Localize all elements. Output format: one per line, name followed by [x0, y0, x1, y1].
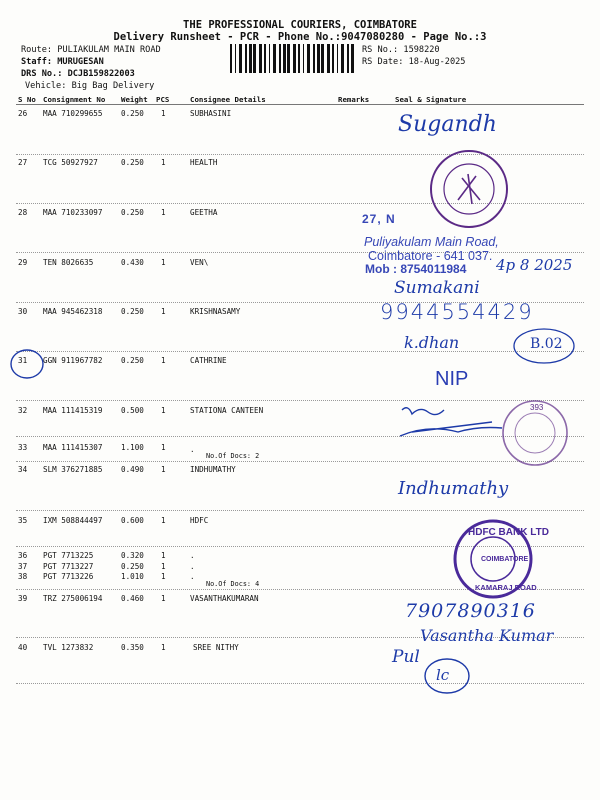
- row-consignment: MAA 710233097: [43, 208, 103, 217]
- row-pcs: 1: [161, 465, 166, 474]
- col-sno: S No: [18, 95, 36, 104]
- row-weight: 0.430: [121, 258, 144, 267]
- scribble-signature-row-32: [398, 402, 508, 442]
- docs-count: No.Of Docs: 2: [206, 452, 260, 460]
- row-weight: 0.250: [121, 307, 144, 316]
- circle-note-row-40: lc: [436, 666, 450, 684]
- row-consignee: SUBHASINI: [190, 109, 232, 118]
- row-consignment: MAA 710299655: [43, 109, 103, 118]
- row-weight: 0.250: [121, 356, 144, 365]
- oval-note-row-31: B.02: [530, 336, 563, 352]
- rs-date: RS Date: 18-Aug-2025: [362, 57, 466, 67]
- shop-stamp-line3: Coimbatore - 641 037.: [368, 249, 493, 263]
- row-pcs: 1: [161, 307, 166, 316]
- row-sno: 33: [18, 443, 28, 452]
- row-weight: 0.250: [121, 158, 144, 167]
- row-consignment: MAA 111415319: [43, 406, 103, 415]
- signature-row-31: k.dhan: [404, 333, 460, 352]
- row-consignee: VEN\: [190, 258, 209, 267]
- health-company-seal: [428, 148, 510, 230]
- shop-stamp-line1: 27, N: [362, 212, 396, 226]
- row-consignee: VASANTHAKUMARAN: [190, 594, 259, 603]
- row-pcs: 1: [161, 443, 166, 452]
- row-consignee: CATHRINE: [190, 356, 227, 365]
- row-sno: 37: [18, 562, 28, 571]
- row-pcs: 1: [161, 643, 166, 652]
- row-weight: 1.100: [121, 443, 144, 452]
- row-sno: 36: [18, 551, 28, 560]
- barcode: [230, 44, 357, 73]
- row-sno: 29: [18, 258, 28, 267]
- row-weight: 1.010: [121, 572, 144, 581]
- row-pcs: 1: [161, 594, 166, 603]
- row-divider: [16, 351, 584, 352]
- row-weight: 0.250: [121, 208, 144, 217]
- col-weight: Weight: [121, 95, 148, 104]
- row-sno: 26: [18, 109, 28, 118]
- col-consignment: Consignment No: [43, 95, 106, 104]
- row-consignee: SREE NITHY: [193, 643, 239, 652]
- row-pcs: 1: [161, 562, 166, 571]
- row-pcs: 1: [161, 356, 166, 365]
- vehicle-label: Vehicle: Big Bag Delivery: [25, 81, 155, 91]
- drs-label: DRS No.: DCJB159822003: [21, 69, 135, 79]
- row-consignee: .: [190, 562, 195, 571]
- phone-row-39: 7907890316: [405, 600, 536, 622]
- col-seal: Seal & Signature: [395, 95, 467, 104]
- hdfc-seal-top: HDFC BANK LTD: [468, 527, 549, 538]
- row-divider: [16, 683, 584, 684]
- hdfc-seal-bottom: KAMARAJ ROAD: [475, 583, 537, 592]
- row-consignee: KRISHNASAMY: [190, 307, 241, 316]
- row-consignment: PGT 7713227: [43, 562, 94, 571]
- row-weight: 0.350: [121, 643, 144, 652]
- row-weight: 0.490: [121, 465, 144, 474]
- row-consignee: INDHUMATHY: [190, 465, 236, 474]
- signature-row-30: Sumakani: [394, 278, 480, 298]
- shop-stamp-line2: Puliyakulam Main Road,: [364, 235, 499, 249]
- header-rule: [16, 104, 584, 105]
- row-consignment: IXM 508844497: [43, 516, 103, 525]
- shop-stamp-line4: Mob : 8754011984: [365, 262, 467, 276]
- col-consignee: Consignee Details: [190, 95, 266, 104]
- row-weight: 0.460: [121, 594, 144, 603]
- row-pcs: 1: [161, 406, 166, 415]
- ink-circle-row-31: [9, 347, 45, 381]
- row-consignee: .: [190, 572, 195, 581]
- row-pcs: 1: [161, 572, 166, 581]
- row-sno: 27: [18, 158, 28, 167]
- date-handwritten: 4p 8 2025: [496, 256, 573, 274]
- row-pcs: 1: [161, 258, 166, 267]
- row-sno: 31: [18, 356, 28, 365]
- row-consignment: PGT 7713225: [43, 551, 94, 560]
- row-consignment: TVL 1273832: [43, 643, 94, 652]
- signature-row-40: Pul: [392, 647, 420, 667]
- row-consignment: TRZ 275006194: [43, 594, 103, 603]
- row-divider: [16, 400, 584, 401]
- row-consignee: .: [190, 445, 195, 454]
- row-consignee: HEALTH: [190, 158, 218, 167]
- row-sno: 30: [18, 307, 28, 316]
- row-consignment: GGN 911967782: [43, 356, 103, 365]
- col-pcs: PCS: [156, 95, 170, 104]
- row-weight: 0.500: [121, 406, 144, 415]
- row-sno: 38: [18, 572, 28, 581]
- col-remarks: Remarks: [338, 95, 370, 104]
- signature-row-26: Sugandh: [398, 112, 497, 137]
- docs-count: No.Of Docs: 4: [206, 580, 260, 588]
- row-sno: 28: [18, 208, 28, 217]
- signature-row-39: Vasantha Kumar: [420, 626, 554, 645]
- row-divider: [16, 510, 584, 511]
- row-consignee: GEETHA: [190, 208, 218, 217]
- row-pcs: 1: [161, 516, 166, 525]
- nip-note: NIP: [435, 368, 469, 390]
- row-sno: 35: [18, 516, 28, 525]
- row-weight: 0.320: [121, 551, 144, 560]
- company-title: THE PROFESSIONAL COURIERS, COIMBATORE: [183, 19, 417, 31]
- row-pcs: 1: [161, 158, 166, 167]
- row-pcs: 1: [161, 109, 166, 118]
- row-consignment: SLM 376271885: [43, 465, 103, 474]
- staff-label: Staff: MURUGESAN: [21, 57, 104, 67]
- row-weight: 0.600: [121, 516, 144, 525]
- hdfc-seal-middle: COIMBATORE: [481, 556, 529, 563]
- row-sno: 39: [18, 594, 28, 603]
- row-divider: [16, 461, 584, 462]
- rs-number: RS No.: 1598220: [362, 45, 440, 55]
- row-consignment: MAA 111415307: [43, 443, 103, 452]
- signature-row-34: Indhumathy: [398, 478, 509, 499]
- row-pcs: 1: [161, 208, 166, 217]
- row-consignee: STATIONA CANTEEN: [190, 406, 264, 415]
- phone-row-30: 9944554429: [380, 300, 534, 324]
- row-weight: 0.250: [121, 562, 144, 571]
- runsheet-subtitle: Delivery Runsheet - PCR - Phone No.:9047080280 - Page No.:3: [113, 31, 487, 43]
- row-sno: 32: [18, 406, 28, 415]
- row-weight: 0.250: [121, 109, 144, 118]
- row-consignment: TCG 50927927: [43, 158, 98, 167]
- route-label: Route: PULIAKULAM MAIN ROAD: [21, 45, 161, 55]
- row-pcs: 1: [161, 551, 166, 560]
- row-consignment: PGT 7713226: [43, 572, 94, 581]
- seal-fragment-text: 393: [530, 403, 544, 412]
- row-consignment: TEN 8026635: [43, 258, 94, 267]
- row-divider: [16, 252, 584, 253]
- row-sno: 34: [18, 465, 28, 474]
- row-consignee: HDFC: [190, 516, 209, 525]
- row-sno: 40: [18, 643, 28, 652]
- row-consignee: .: [190, 551, 195, 560]
- row-consignment: MAA 945462318: [43, 307, 103, 316]
